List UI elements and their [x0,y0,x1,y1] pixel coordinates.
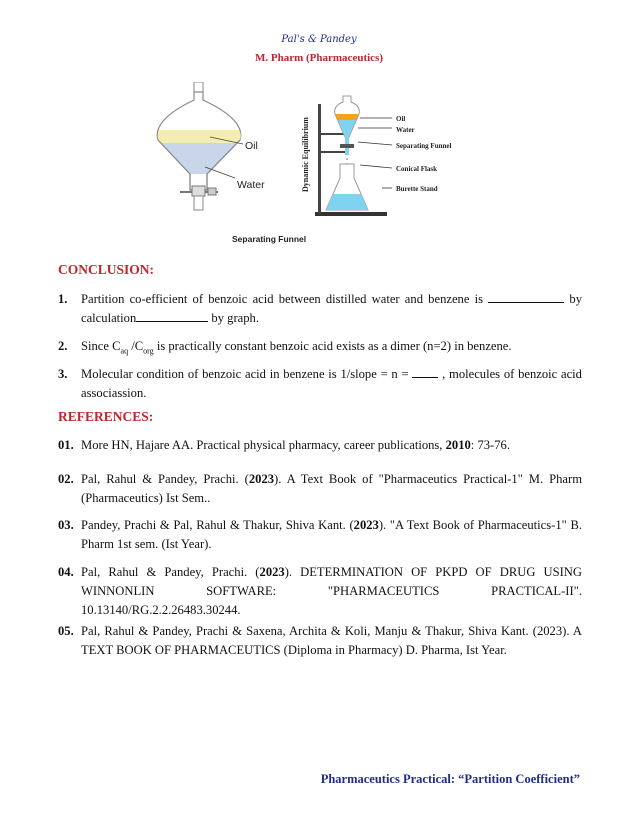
page-footer: Pharmaceutics Practical: “Partition Coefficient” [320,772,580,786]
left-water-label: Water [237,179,265,191]
right-flask-label: Conical Flask [396,165,438,173]
right-water-label: Water [396,126,415,134]
side-label: Dynamic Equilibrium [301,117,310,192]
right-stand-label: Burette Stand [396,185,438,193]
reference-item-4: 04. Pal, Rahul & Pandey, Prachi. (2023). DETERMINATION OF PKPD OF DRUG USING WINNONLIN SOFTWARE: "PHARMACEUTICS PRACTICAL-II". 10.13140/RG.2.2.26483.30244. [58,565,582,617]
right-oil-label: Oil [396,115,406,123]
reference-item-2: 02. Pal, Rahul & Pandey, Prachi. (2023). A Text Book of "Pharmaceutics Practical-1" M. Pharm (Pharmaceutics) Ist Sem.. [58,472,582,505]
header-authors: Pal's & Pandey [281,34,357,45]
right-leader-lines [358,118,392,188]
reference-item-3: 03. Pandey, Prachi & Pal, Rahul & Thakur, Shiva Kant. (2023). "A Text Book of Pharmaceutics-1" B. Pharm 1st sem. (Ist Year). [58,518,583,551]
conclusion-item-3: 3. Molecular condition of benzoic acid in benzene is 1/slope = n = , molecules of benzoic acid associassion. [58,367,582,400]
left-caption: Separating Funnel [232,234,307,244]
right-apparatus-diagram [315,96,387,216]
left-funnel-diagram [157,82,243,210]
conclusion-number: 1. [58,292,68,306]
conclusion-number: 3. [58,367,68,381]
conclusion-item-2: 2. Since $C_{aq}$ $/C_{org}$ is practically constant benzoic acid exists as a dimer (n=2) in benzene. [58,339,512,356]
left-oil-label: Oil [245,140,258,152]
right-funnel-label: Separating Funnel [396,142,452,150]
references-heading: REFERENCES: [58,409,154,424]
conclusion-number: 2. [58,339,68,353]
conclusion-heading: CONCLUSION: [58,262,155,277]
header-program: M. Pharm (Pharmaceutics) [255,52,383,64]
reference-item-5: 05. Pal, Rahul & Pandey, Prachi & Saxena, Archita & Koli, Manju & Thakur, Shiva Kant. (2023). A TEXT BOOK OF PHARMACEUTICS (Diploma in Pharmacy) D. Pharma, Ist Year. [58,624,582,657]
conclusion-item-1: 1. Partition co-efficient of benzoic acid between distilled water and benzene is by calculation by graph. [58,292,582,325]
reference-item-1: 01. More HN, Hajare AA. Practical physical pharmacy, career publications, 2010: 73-76. [58,438,510,452]
separating-funnel-figure [150,82,470,247]
